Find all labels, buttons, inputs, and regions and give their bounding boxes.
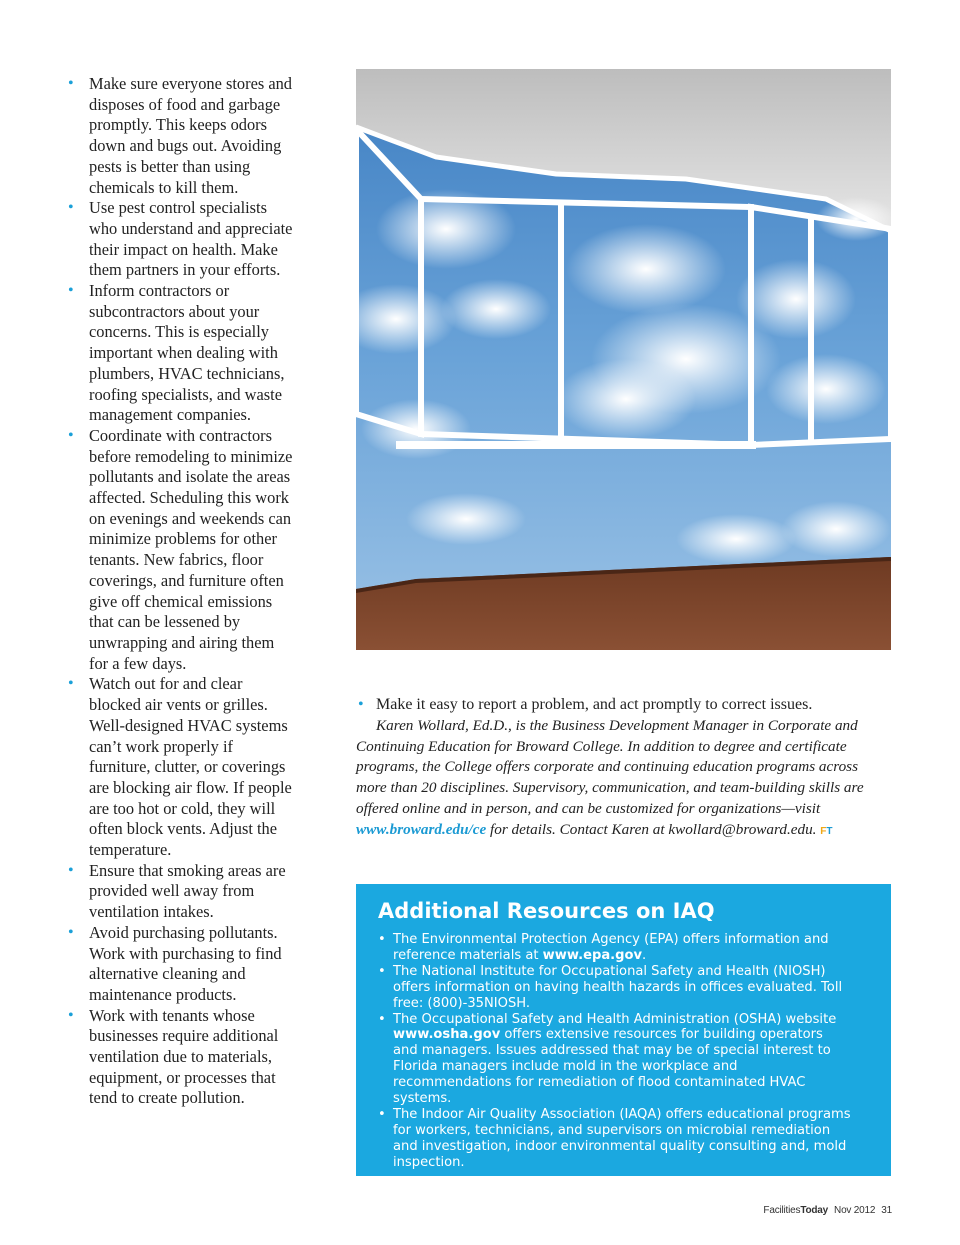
publication-name: Facilities — [763, 1205, 801, 1216]
resources-box — [356, 884, 891, 1176]
resource-item: • The Indoor Air Quality Association (IAQA) offers educational programs for workers, technicians, and supervisors on microbial remediation and investigation, indoor environmental quality consulting and, mold inspection. — [378, 1106, 851, 1170]
bullet-icon: • — [378, 1106, 386, 1122]
sky-window-illustration — [356, 69, 891, 650]
resources-list — [378, 932, 851, 1171]
bullet-icon: • — [68, 675, 74, 693]
resource-item: • The National Institute for Occupational Safety and Health (NIOSH) offers information on having health hazards in offices evaluated. Toll free: (800)-35NIOSH. — [378, 963, 843, 1011]
osha-link[interactable]: www.osha.gov — [393, 1027, 501, 1043]
bullet-icon: • — [68, 199, 74, 217]
bullet-icon: • — [68, 426, 74, 444]
issue-date: Nov 2012 — [834, 1205, 876, 1216]
page-footer — [763, 1205, 892, 1216]
list-item: • Avoid purchasing pollutants. Work with purchasing to find alternative cleaning and maintenance products. — [68, 922, 282, 1004]
broward-link[interactable]: www.broward.edu/ce — [356, 820, 487, 838]
publication-name-bold: Today — [800, 1205, 829, 1216]
list-item: • Make sure everyone stores and disposes of food and garbage promptly. This keeps odors down and bugs out. Avoiding pests is better than using chemicals to kill them. — [68, 74, 292, 197]
list-item: • Use pest control specialists who understand and appreciate their impact on health. Make them partners in your efforts. — [68, 198, 293, 280]
bullet-icon: • — [358, 696, 364, 713]
tips-list — [66, 74, 296, 1109]
bullet-icon: • — [68, 75, 74, 92]
resource-item: • The Environmental Protection Agency (EPA) offers information and reference materials at www.epa.gov. — [378, 932, 829, 963]
list-item: • Watch out for and clear blocked air vents or grilles. Well-designed HVAC systems can’t work properly if furniture, clutter, or coverings are blocking air flow. If people are too hot or cold, they will often block vents. Adjust the temperature. — [68, 674, 292, 860]
bullet-icon: • — [68, 282, 74, 300]
bullet-icon: • — [68, 861, 74, 879]
bullet-icon: • — [378, 1011, 386, 1027]
list-item: • Ensure that smoking areas are provided well away from ventilation intakes. — [68, 860, 286, 922]
ft-logo: FT — [820, 825, 833, 837]
epa-link[interactable]: www.epa.gov — [542, 947, 643, 963]
resources-title: Additional Resources on IAQ — [378, 899, 715, 923]
list-item: • Inform contractors or subcontractors about your concerns. This is especially important when dealing with plumbers, HVAC technicians, roofing specialists, and waste management companies. — [68, 281, 285, 425]
bullet-icon: • — [68, 1006, 74, 1024]
left-column — [66, 74, 296, 1109]
bullet-icon: • — [378, 932, 386, 947]
author-credit: Karen Wollard, Ed.D., is the Business Development Manager in Corporate and Continuing Education for Broward College. In addition to degree and certificate programs, the College offers corporate and continuing education programs across more than 20 disciplines. Supervisory, communication, and team-building skills are offered online and in person, and can be customized for organizations—visit www.broward.edu/ce for details. Contact Karen at kwollard@broward.edu. FT — [356, 716, 864, 838]
list-item: • Coordinate with contractors before remodeling to minimize pollutants and isolate the areas affected. Scheduling this work on evenings and weekends can minimize problems for other tenants. New fabrics, floor coverings, and furniture often give off chemical emissions that can be lessened by unwrapping and airing them for a few days. — [68, 425, 293, 673]
list-item: • Work with tenants whose businesses require additional ventilation due to materials, equipment, or processes that tend to create pollution. — [68, 1005, 279, 1108]
resource-item: • The Occupational Safety and Health Administration (OSHA) website www.osha.gov offers extensive resources for building operators and managers. Issues addressed that may be of special interest to Florida managers include mold in the workplace and recommendations for remediation of flood contaminated HVAC systems. — [378, 1011, 837, 1107]
author-bio — [356, 695, 876, 843]
page-number: 31 — [881, 1205, 892, 1216]
bullet-icon: • — [378, 963, 386, 979]
bullet-icon: • — [68, 923, 74, 941]
last-tip: • Make it easy to report a problem, and act promptly to correct issues. — [356, 695, 876, 716]
